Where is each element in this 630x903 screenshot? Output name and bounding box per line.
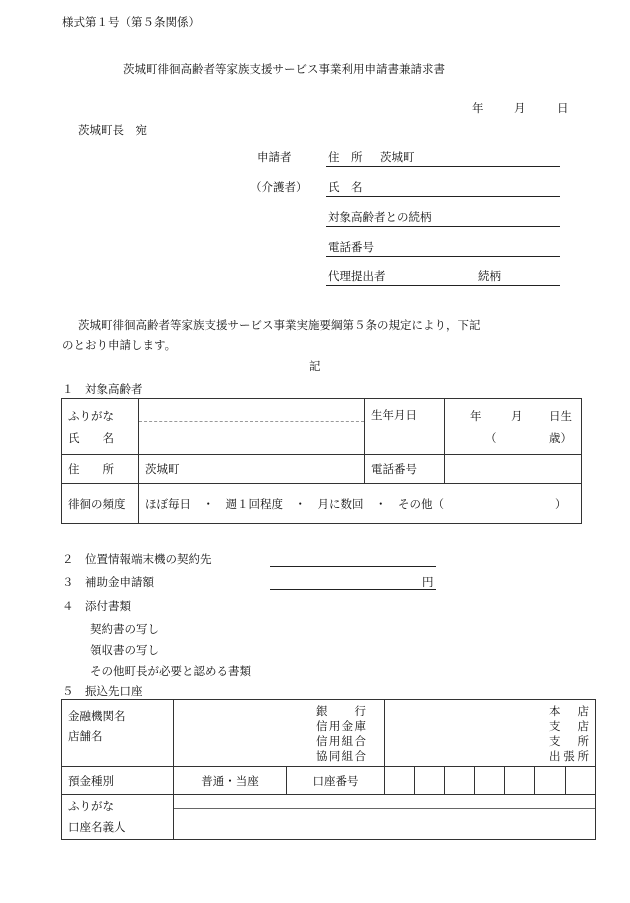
target-elderly-table [61,398,582,524]
phone-label: 電話番号 [328,240,374,254]
birth-year-label: 年 [470,409,482,423]
account-type-value: 普通・当座 [201,773,259,788]
account-digit-cell[interactable] [566,767,596,795]
attachment-item: その他町長が必要と認める書類 [90,664,251,678]
date-year-label: 年 [472,101,484,115]
bank-account-table [61,699,596,840]
holder-furigana-label: ふりがな [68,799,114,813]
holder-input-cell[interactable] [174,795,596,840]
name-label: 氏 名 [68,430,114,445]
account-digit-cell[interactable] [535,767,566,795]
account-digit-cell[interactable] [505,767,535,795]
section4-heading: ４ 添付書類 [62,599,131,613]
account-type-label: 預金種別 [68,773,114,788]
frequency-options-cell[interactable] [139,484,582,524]
applicant-address-value: 茨城町 [380,150,415,164]
frequency-close: ） [555,497,567,511]
branch-type: 支 店 [549,719,590,733]
body-text-line-1: 茨城町徘徊高齢者等家族支援サービス事業実施要綱第５条の規定により，下記 [78,318,481,332]
name-input[interactable] [139,422,364,454]
agent-label: 代理提出者 [328,269,386,283]
applicant-name-line[interactable] [326,196,560,197]
branch-name-cell[interactable] [385,700,596,767]
ki-marker: 記 [309,359,321,373]
contract-line[interactable] [270,566,436,567]
frequency-label-cell [62,484,139,524]
holder-label: 口座名義人 [68,820,126,834]
account-type-label-cell [62,767,174,795]
furigana-input[interactable] [139,399,364,422]
section2-heading: ２ 位置情報端末機の契約先 [62,552,212,566]
bank-type: 銀 行 [316,704,366,718]
phone-input-cell[interactable] [445,455,582,484]
address-label-cell [62,455,139,484]
applicant-name-label: 氏 名 [328,180,363,194]
birth-label: 生年月日 [371,408,417,422]
holder-name-input[interactable] [174,809,595,839]
birth-date-cell[interactable] [445,399,582,455]
birth-day-label: 日生 [549,409,572,423]
relationship-label: 対象高齢者との続柄 [328,210,432,224]
frequency-options: ほぼ毎日 ・ 週１回程度 ・ 月に数回 ・ その他（ [145,497,444,511]
page-title: 茨城町徘徊高齢者等家族支援サービス事業利用申請書兼請求書 [123,62,445,76]
agent-relation-label: 続柄 [478,269,501,283]
branch-label: 店舗名 [68,729,103,743]
applicant-label: 申請者 [257,150,292,164]
attachment-item: 契約書の写し [90,622,159,636]
amount-line[interactable] [270,589,436,590]
frequency-label: 徘徊の頻度 [68,496,126,511]
amount-unit: 円 [422,575,434,589]
account-digit-cell[interactable] [475,767,505,795]
age-open: （ [485,431,497,445]
date-day-label: 日 [557,101,569,115]
bank-name-cell[interactable] [174,700,385,767]
furigana-name-label-cell [62,399,139,455]
name-input-cell[interactable] [139,399,365,455]
account-number-label: 口座番号 [312,773,359,788]
relationship-line[interactable] [326,226,560,227]
form-number: 様式第１号（第５条関係） [62,15,200,29]
birth-month-label: 月 [511,409,523,423]
applicant-address-label: 住 所 [328,150,363,164]
body-text-line-2: のとおり申請します。 [62,338,177,352]
bank-type: 信用組合 [316,734,366,748]
attachment-item: 領収書の写し [90,643,159,657]
target-phone-label: 電話番号 [371,462,417,476]
bank-label-cell [62,700,174,767]
agent-line[interactable] [326,285,560,286]
bank-type: 協同組合 [316,749,366,763]
section3-heading: ３ 補助金申請額 [62,575,154,589]
age-close: 歳） [549,431,572,445]
applicant-caregiver-label: （介護者） [250,180,308,194]
date-month-label: 月 [514,101,526,115]
phone-label-cell [365,455,445,484]
section5-heading: ５ 振込先口座 [62,684,143,698]
holder-label-cell [62,795,174,840]
account-type-value-cell[interactable] [174,767,287,795]
bank-label: 金融機関名 [68,709,126,723]
account-number-label-cell [287,767,385,795]
account-digit-cell[interactable] [445,767,475,795]
section1-heading: １ 対象高齢者 [62,382,143,396]
birth-label-cell [365,399,445,455]
phone-line[interactable] [326,256,560,257]
address-value-cell[interactable] [139,455,365,484]
account-digit-cell[interactable] [385,767,415,795]
applicant-address-line[interactable] [326,166,560,167]
branch-type: 本 店 [549,704,590,718]
furigana-label: ふりがな [68,408,114,423]
holder-furigana-input[interactable] [174,795,595,809]
address-label: 住 所 [68,462,114,476]
branch-type: 出張所 [549,749,590,763]
addressee: 茨城町長 宛 [78,123,147,137]
bank-type: 信用金庫 [316,719,366,733]
account-digit-cell[interactable] [415,767,445,795]
address-value: 茨城町 [145,462,180,476]
branch-type: 支 所 [549,734,590,748]
